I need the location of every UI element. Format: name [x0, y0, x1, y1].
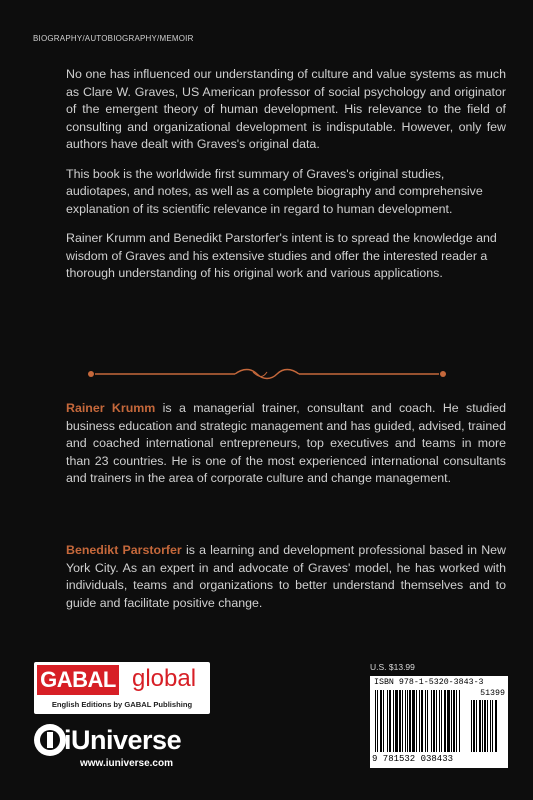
iuniverse-url: www.iuniverse.com	[80, 758, 173, 769]
author-name: Rainer Krumm	[66, 401, 156, 415]
barcode-addon-bars	[470, 700, 504, 752]
isbn-barcode	[370, 676, 508, 768]
bio-paragraph	[66, 400, 506, 488]
gabal-logo	[34, 662, 210, 714]
author-bio	[66, 400, 506, 500]
isbn-text: ISBN 978-1-5320-3843-3	[374, 678, 484, 687]
iuniverse-wordmark: iUniverse	[64, 725, 182, 755]
gabal-global-text: global	[131, 665, 197, 692]
barcode-digits: 9 781532 038433	[372, 754, 454, 764]
author-name: Benedikt Parstorfer	[66, 543, 182, 557]
ornament-divider	[87, 366, 447, 382]
description-paragraph: Rainer Krumm and Benedikt Parstorfer's intent is to spread the knowledge and wisdom of Graves and his extensive studies and offer the interested reader a thorough understanding of his original work and various applications.	[66, 231, 497, 280]
category-label: BIOGRAPHY/AUTOBIOGRAPHY/MEMOIR	[33, 34, 194, 43]
price-code: 51399	[480, 689, 505, 698]
gabal-logo-text: GABAL	[37, 665, 119, 695]
bio-paragraph	[66, 542, 506, 612]
iuniverse-swirl-icon	[34, 724, 66, 756]
description	[66, 66, 506, 295]
description-paragraph: This book is the worldwide first summary of Graves's original studies, audiotapes, and notes, as well as a complete biography and comprehensive explanation of its scientific relevance in regard to human development.	[66, 166, 483, 216]
bio-text: is a learning and development professional based in New York City. As an expert in and advocate of Graves' model, he has worked with individuals, teams and organizations to better understand themselves and to guide and facilitate positive change.	[66, 543, 506, 610]
iuniverse-logo	[34, 722, 214, 772]
author-bio	[66, 542, 506, 624]
description-paragraph: No one has influenced our understanding of culture and value systems as much as Clare W. Graves, US American professor of social psychology and originator of the emergent theory of human development. His relevance to the field of consulting and organizational development is indisputable. However, only few authors have dealt with Graves's original data.	[66, 67, 506, 151]
iuniverse-word: Universe	[71, 725, 182, 755]
bio-text: is a managerial trainer, consultant and coach. He studied business education and strategic management and has guided, advised, trained and coached international entrepreneurs, top executives and teams in more than 23 countries. He is one of the most experienced international consultants and trainers in the area of corporate culture and change management.	[66, 401, 506, 485]
price-label: U.S. $13.99	[370, 662, 415, 672]
barcode-bars	[374, 690, 466, 752]
gabal-subtitle: English Editions by GABAL Publishing	[51, 700, 193, 709]
